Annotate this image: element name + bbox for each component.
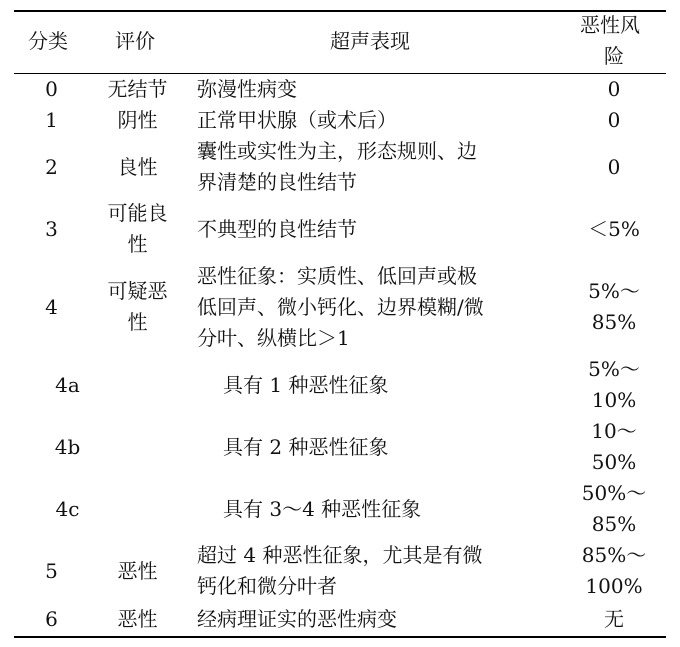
cell-risk: 0 (607, 154, 621, 179)
cell-risk: 85% (591, 512, 637, 536)
cell-evaluation: 性 (127, 310, 148, 334)
cell-findings: 钙化和微分叶者 (197, 574, 337, 598)
cell-category: 4a (55, 372, 80, 397)
cell-findings: 恶性征象：实质性、低回声或极 (197, 263, 477, 288)
cell-evaluation: 无结节 (107, 77, 168, 101)
cell-category: 1 (45, 108, 58, 132)
cell-risk: 5%～ (588, 279, 640, 303)
cell-findings: 正常甲状腺（或术后） (197, 108, 397, 132)
cell-evaluation: 阴性 (117, 108, 158, 132)
cell-risk: 10～ (591, 419, 637, 443)
cell-findings: 具有 1 种恶性征象 (223, 372, 389, 397)
header-ultrasound: 超声表现 (330, 29, 410, 53)
cell-category: 5 (45, 558, 58, 583)
cell-category: 4c (55, 496, 80, 521)
cell-evaluation: 恶性 (117, 606, 158, 631)
cell-findings: 囊性或实性为主，形态规则、边 (197, 139, 477, 163)
cell-risk: 5%～ (588, 357, 640, 381)
header-risk-line1: 恶性风 (580, 13, 640, 37)
top-rule (14, 10, 666, 12)
cell-risk: 无 (604, 606, 624, 631)
cell-risk: 0 (607, 77, 621, 101)
cell-risk: 85% (591, 310, 637, 334)
cell-evaluation: 可能良 (107, 201, 168, 225)
cell-risk: 50% (591, 450, 637, 474)
cell-category: 2 (45, 154, 58, 179)
cell-risk: 50%～ (581, 481, 647, 505)
header-risk-line2: 险 (604, 44, 624, 68)
cell-category: 3 (45, 216, 58, 241)
cell-evaluation: 可疑恶 (107, 279, 168, 303)
cell-risk: 85%～ (581, 543, 647, 567)
cell-category: 0 (45, 77, 58, 101)
cell-findings: 具有 3～4 种恶性征象 (223, 496, 422, 521)
cell-findings: 低回声、微小钙化、边界模糊/微 (197, 294, 484, 319)
header-evaluation: 评价 (115, 29, 155, 53)
cell-findings: 超过 4 种恶性征象，尤其是有微 (197, 543, 483, 567)
cell-risk: 100% (585, 574, 643, 598)
cell-risk: 0 (607, 108, 621, 132)
cell-evaluation: 良性 (117, 154, 158, 179)
cell-risk: 10% (591, 388, 637, 412)
cell-evaluation: 恶性 (117, 558, 158, 583)
cell-findings: 具有 2 种恶性征象 (223, 434, 389, 459)
cell-category: 6 (45, 606, 58, 631)
cell-category: 4 (45, 294, 58, 319)
cell-findings: 分叶、纵横比＞1 (197, 325, 350, 350)
cell-findings: 不典型的良性结节 (197, 216, 357, 241)
header-category: 分类 (28, 29, 68, 53)
cell-findings: 经病理证实的恶性病变 (197, 606, 397, 631)
cell-findings: 弥漫性病变 (197, 77, 297, 101)
cell-evaluation: 性 (127, 232, 148, 256)
bottom-rule (14, 636, 666, 638)
cell-findings: 界清楚的良性结节 (197, 170, 357, 194)
cell-risk: ＜5% (588, 216, 640, 241)
cell-category: 4b (54, 434, 81, 459)
